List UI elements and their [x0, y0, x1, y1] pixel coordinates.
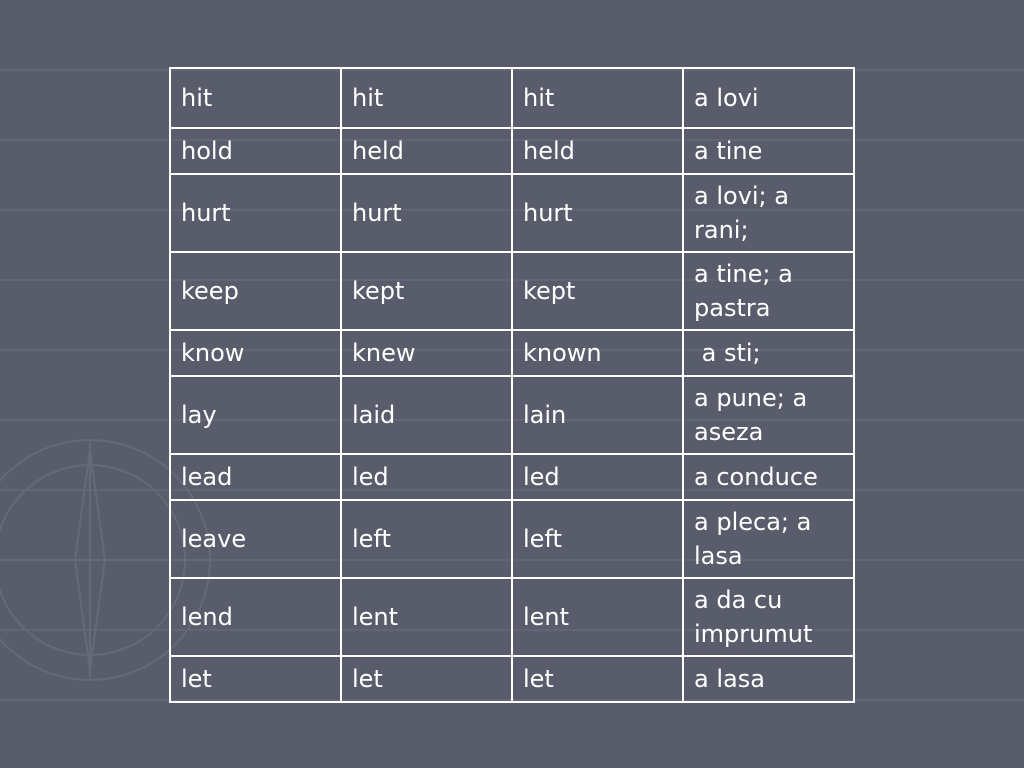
table-row	[170, 500, 854, 578]
translation-cell: a tine	[683, 128, 854, 174]
translation-cell: a lovi; a rani;	[683, 174, 854, 252]
past-participle-cell: led	[512, 454, 683, 500]
table-row	[170, 376, 854, 454]
past-participle-cell: lain	[512, 376, 683, 454]
table-row	[170, 128, 854, 174]
table-row	[170, 68, 854, 128]
translation-cell: a pune; a aseza	[683, 376, 854, 454]
past-participle-cell: known	[512, 330, 683, 376]
translation-cell: a conduce	[683, 454, 854, 500]
past-simple-cell: lent	[341, 578, 512, 656]
translation-cell: a tine; a pastra	[683, 252, 854, 330]
past-participle-cell: hurt	[512, 174, 683, 252]
past-simple-cell: hurt	[341, 174, 512, 252]
past-participle-cell: lent	[512, 578, 683, 656]
past-simple-cell: kept	[341, 252, 512, 330]
past-participle-cell: left	[512, 500, 683, 578]
past-participle-cell: held	[512, 128, 683, 174]
base-form-cell: know	[170, 330, 341, 376]
irregular-verbs-table	[169, 67, 855, 703]
translation-cell: a da cu imprumut	[683, 578, 854, 656]
table-row	[170, 330, 854, 376]
past-simple-cell: let	[341, 656, 512, 702]
base-form-cell: hurt	[170, 174, 341, 252]
past-simple-cell: knew	[341, 330, 512, 376]
past-simple-cell: led	[341, 454, 512, 500]
table-row	[170, 252, 854, 330]
translation-cell: a pleca; a lasa	[683, 500, 854, 578]
past-simple-cell: left	[341, 500, 512, 578]
past-simple-cell: laid	[341, 376, 512, 454]
translation-cell: a lovi	[683, 68, 854, 128]
base-form-cell: lay	[170, 376, 341, 454]
past-participle-cell: hit	[512, 68, 683, 128]
base-form-cell: lend	[170, 578, 341, 656]
base-form-cell: leave	[170, 500, 341, 578]
table-row	[170, 656, 854, 702]
base-form-cell: hit	[170, 68, 341, 128]
table-row	[170, 578, 854, 656]
base-form-cell: lead	[170, 454, 341, 500]
translation-cell: a sti;	[683, 330, 854, 376]
base-form-cell: hold	[170, 128, 341, 174]
base-form-cell: keep	[170, 252, 341, 330]
past-participle-cell: kept	[512, 252, 683, 330]
translation-cell: a lasa	[683, 656, 854, 702]
base-form-cell: let	[170, 656, 341, 702]
table-row	[170, 174, 854, 252]
table-row	[170, 454, 854, 500]
past-participle-cell: let	[512, 656, 683, 702]
past-simple-cell: held	[341, 128, 512, 174]
past-simple-cell: hit	[341, 68, 512, 128]
